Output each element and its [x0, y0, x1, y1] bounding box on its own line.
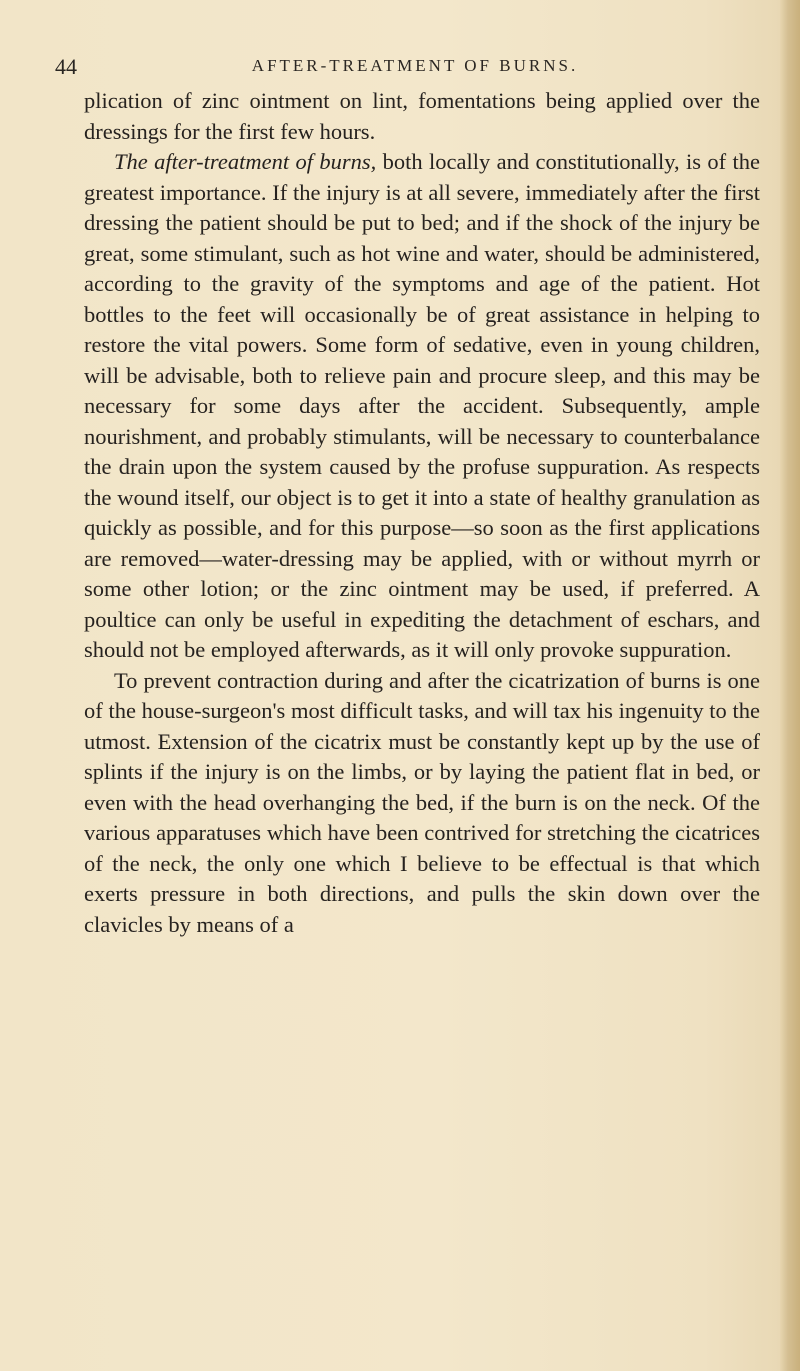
body-text [84, 86, 760, 940]
paragraph-contraction: To prevent contraction during and after the cicatrization of burns is one of the house-surgeon's most difficult tasks, and will tax his ingenuity to the utmost. Extension of the cicatrix must be constantly kept up by the use of splints if the injury is on the limbs, or by laying the patient flat in bed, or even with the head overhanging the bed, if the burn is on the neck. Of the various apparatuses which have been contrived for stretching the cicatrices of the neck, the only one which I believe to be effectual is that which exerts pressure in both directions, and pulls the skin down over the clavicles by means of a [84, 667, 760, 937]
paragraph-continuation: plication of zinc ointment on lint, fomentations being applied over the dressings for the first few hours. [84, 88, 760, 144]
page-number: 44 [55, 54, 77, 79]
paragraph-lead-italic: The after-treatment of burns, [114, 149, 377, 174]
page-header [55, 54, 775, 84]
running-head: AFTER-TREATMENT OF BURNS. [251, 56, 579, 75]
paragraph-after-treatment [84, 147, 760, 666]
paragraph-body: both locally and constitutionally, is of the greatest importance. If the injury is at all severe, immediately after the first dressing the patient should be put to bed; and if the shock of the injury be great, some stimulant, such as hot wine and water, should be administered, according to the gravity of the symptoms and age of the patient. Hot bottles to the feet will occasionally be of great assistance in helping to restore the vital powers. Some form of sedative, even in young children, will be advisable, both to relieve pain and procure sleep, and this may be necessary for some days after the accident. Subsequently, ample nourishment, and probably stimulants, will be necessary to counterbalance the drain upon the system caused by the profuse suppuration. As respects the wound itself, our object is to get it into a state of healthy granulation as quickly as possible, and for this purpose—so soon as the first applications are removed—water-dressing may be applied, with or without myrrh or some other lotion; or the zinc ointment may be used, if preferred. A poultice can only be useful in expediting the detachment of eschars, and should not be employed afterwards, as it will only provoke suppuration. [84, 149, 760, 662]
page-edge-shadow [780, 0, 800, 1371]
